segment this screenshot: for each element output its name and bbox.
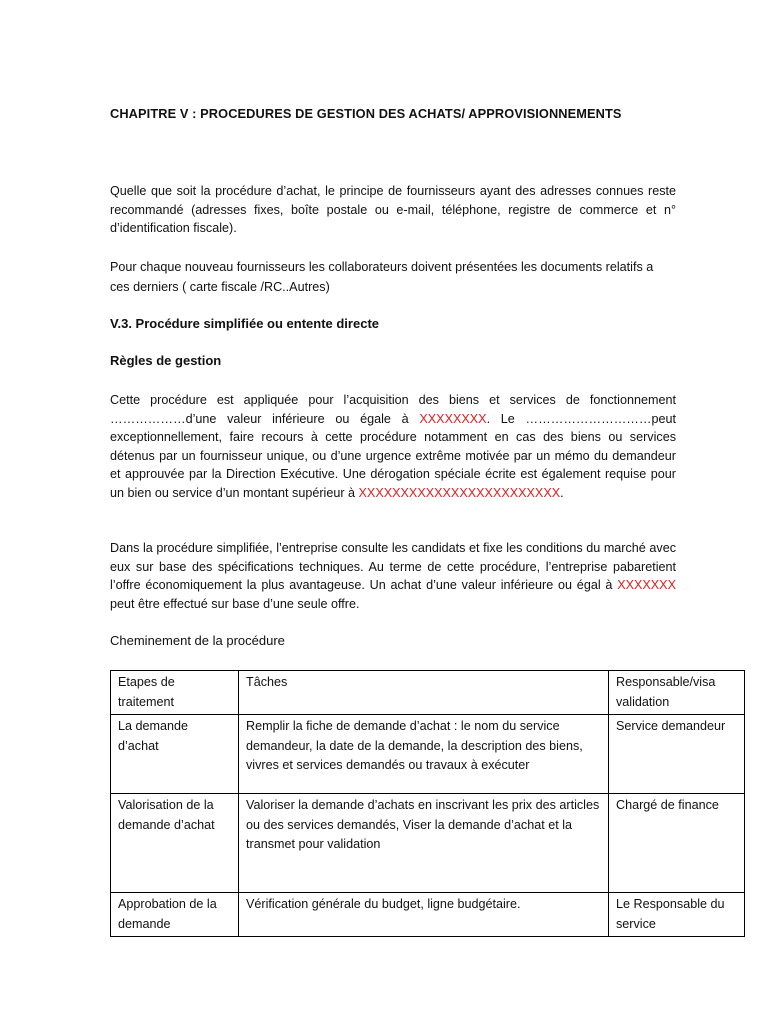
table-cell: Vérification générale du budget, ligne budgétaire.: [239, 893, 609, 937]
table-cell: Le Responsable du service: [609, 893, 745, 937]
table-header-cell: Etapes de traitement: [111, 671, 239, 715]
table-header-cell: Tâches: [239, 671, 609, 715]
paragraph-procedure-rules: [110, 391, 676, 503]
rules-heading: Règles de gestion: [110, 353, 222, 368]
section-heading: V.3. Procédure simplifiée ou entente directe: [110, 316, 380, 331]
paragraph-text: Cette procédure est appliquée pour l’acquisition des biens et services de fonctionnement ………………d’une valeur inférieure ou égale à: [110, 393, 676, 426]
procedure-label: Cheminement de la procédure: [110, 633, 285, 648]
paragraph-new-suppliers: Pour chaque nouveau fournisseurs les collaborateurs doivent présentées les documents relatifs a ces derniers ( carte fiscale /RC..Autres): [110, 260, 654, 294]
table-row: [111, 893, 745, 937]
chapter-title: CHAPITRE V : PROCEDURES DE GESTION DES ACHATS/ APPROVISIONNEMENTS: [110, 106, 622, 121]
table-cell: Valoriser la demande d’achats en inscrivant les prix des articles ou des services demandés, Viser la demande d’achat et la transmet pour validation: [239, 794, 609, 893]
procedure-table: [110, 670, 745, 937]
amount-placeholder: XXXXXXX: [617, 578, 676, 593]
paragraph-text: Dans la procédure simplifiée, l’entreprise consulte les candidats et fixe les conditions du marché avec eux sur base des spécifications techniques. Au terme de cette procédure, l’entreprise pabaretient l’offre économiquement la plus avantageuse. Un achat d’une valeur inférieure ou égal à: [110, 541, 676, 593]
paragraph-text: peut être effectué sur base d’une seule offre.: [110, 596, 360, 611]
paragraph-text: . Le …………………………peut exceptionnellement, faire recours à cette procédure notamment en cas des biens ou services détenus par un fournisseur unique, ou d’une urgence extrême motivée par un mémo du demandeur et approuvée par la Direction Exécutive. Une dérogation spéciale écrite est également requise pour un bien ou service d’un montant supérieur à: [110, 411, 676, 500]
table-cell: Chargé de finance: [609, 794, 745, 893]
table-row: [111, 715, 745, 794]
amount-placeholder: XXXXXXXX: [419, 411, 487, 426]
table-cell: La demande d’achat: [111, 715, 239, 794]
table-header-cell: Responsable/visa validation: [609, 671, 745, 715]
table-cell: Service demandeur: [609, 715, 745, 794]
paragraph-simplified-procedure: [110, 539, 676, 613]
table-header-row: [111, 671, 745, 715]
table-cell: Remplir la fiche de demande d’achat : le nom du service demandeur, la date de la demande, la description des biens, vivres et services demandés ou travaux à exécuter: [239, 715, 609, 794]
table-cell: Approbation de la demande: [111, 893, 239, 937]
table-cell: Valorisation de la demande d’achat: [111, 794, 239, 893]
paragraph-suppliers-addresses: Quelle que soit la procédure d’achat, le principe de fournisseurs ayant des adresses connues reste recommandé (adresses fixes, boîte postale ou e-mail, téléphone, registre de commerce et n° d’identification fiscale).: [110, 184, 676, 236]
table-row: [111, 794, 745, 893]
amount-placeholder: XXXXXXXXXXXXXXXXXXXXXXXX: [358, 485, 561, 500]
paragraph-text: .: [560, 485, 564, 500]
